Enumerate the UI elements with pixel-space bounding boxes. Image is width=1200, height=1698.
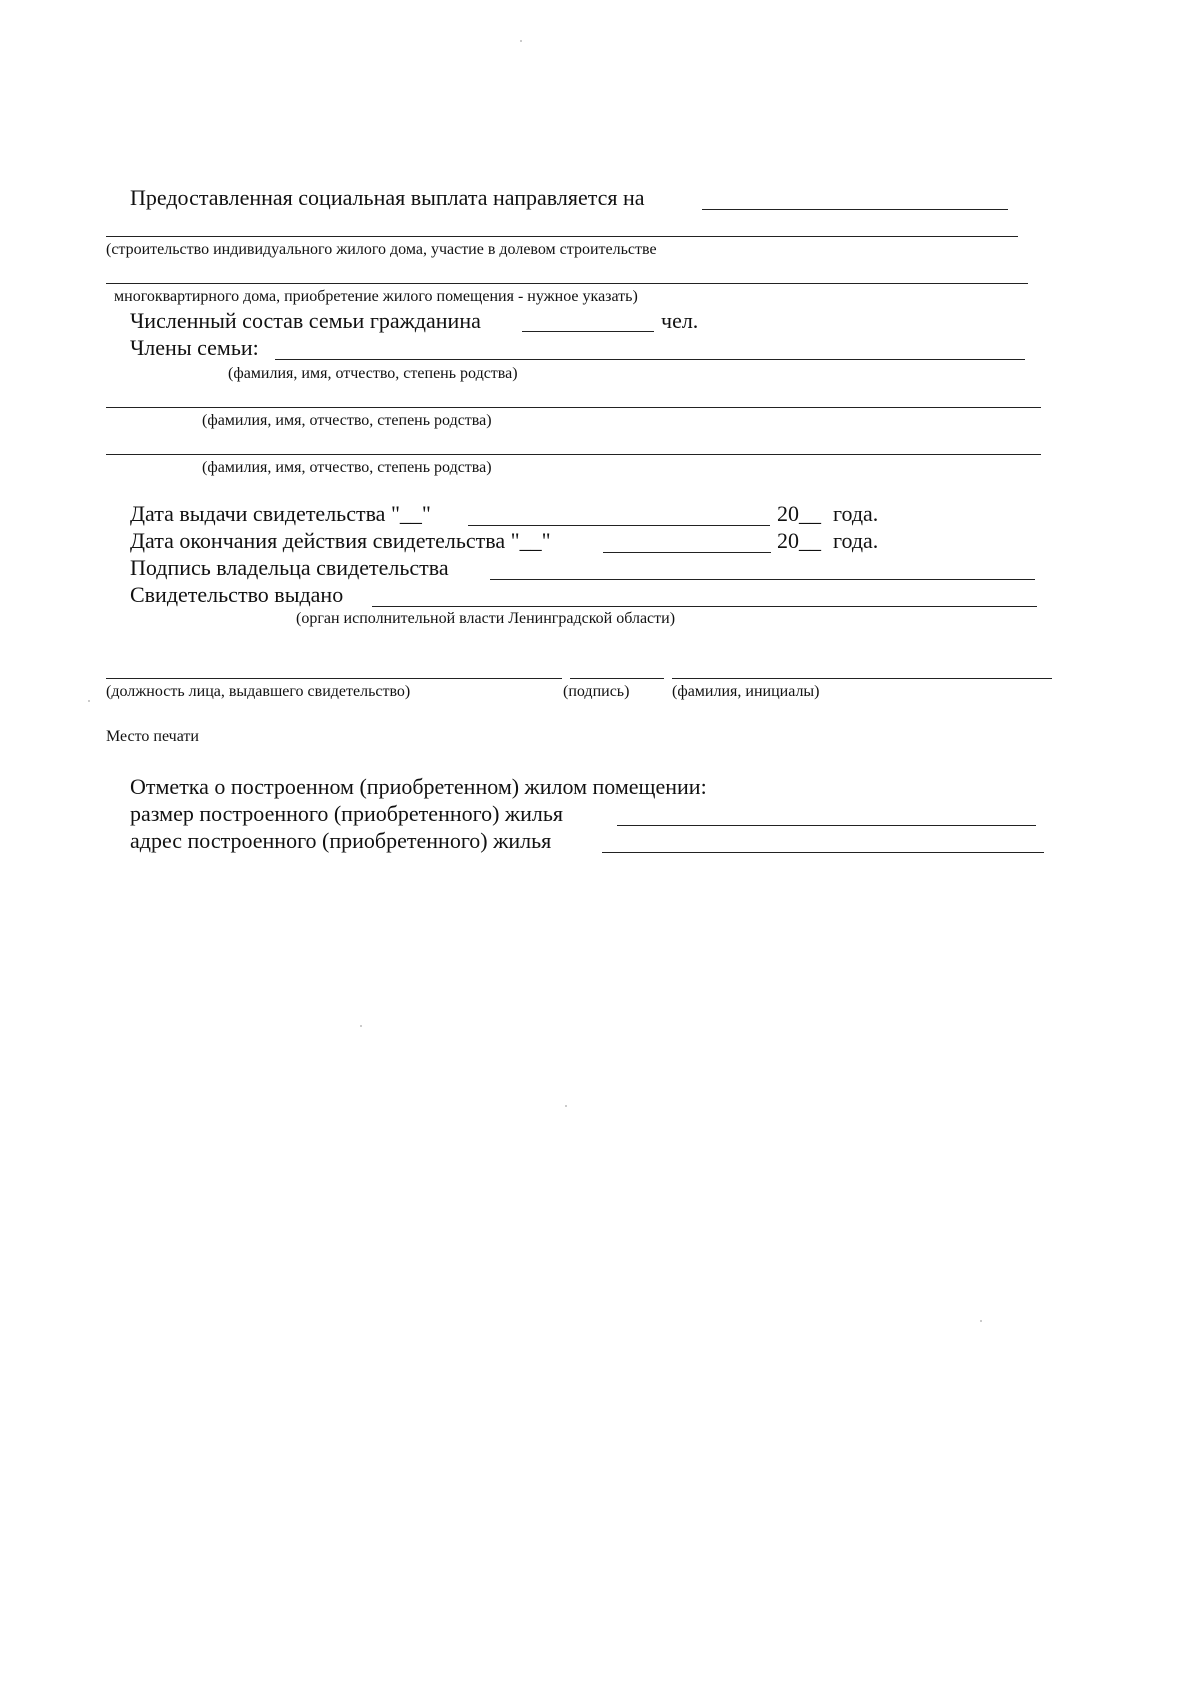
family-member-hint-1: (фамилия, имя, отчество, степень родства) <box>228 365 518 382</box>
issued-by-label: Свидетельство выдано <box>130 582 344 607</box>
issued-by-hint: (орган исполнительной власти Ленинградской области) <box>296 610 676 627</box>
scan-speck <box>980 1320 982 1322</box>
family-member-hint-3: (фамилия, имя, отчество, степень родства) <box>202 459 492 476</box>
payment-direction-label: Предоставленная социальная выплата направляется на <box>130 185 645 210</box>
scan-speck <box>565 1105 567 1107</box>
signature-hint: (подпись) <box>563 683 630 700</box>
family-member-field-3[interactable] <box>106 454 1041 455</box>
issue-year-suffix: года. <box>833 501 879 526</box>
family-members-label: Члены семьи: <box>130 335 259 360</box>
payment-direction-field[interactable] <box>702 209 1008 210</box>
issue-date-label: Дата выдачи свидетельства "__" <box>130 501 431 526</box>
housing-size-label: размер построенного (приобретенного) жилья <box>130 801 564 826</box>
name-initials-hint: (фамилия, инициалы) <box>672 683 820 700</box>
issued-by-field[interactable] <box>372 606 1037 607</box>
family-count-field[interactable] <box>522 331 654 332</box>
housing-address-field[interactable] <box>602 852 1044 853</box>
family-count-unit: чел. <box>661 308 699 333</box>
official-position-field[interactable] <box>106 678 562 679</box>
official-name-field[interactable] <box>672 678 1052 679</box>
payment-direction-field-line-3[interactable] <box>106 283 1028 284</box>
expiry-year-suffix: года. <box>833 528 879 553</box>
scan-speck <box>88 700 90 702</box>
housing-size-field[interactable] <box>617 825 1036 826</box>
payment-direction-field-line-2[interactable] <box>106 236 1018 237</box>
expiry-date-field[interactable] <box>603 552 771 553</box>
family-count-label: Численный состав семьи гражданина <box>130 308 481 333</box>
owner-signature-label: Подпись владельца свидетельства <box>130 555 449 580</box>
issue-date-field[interactable] <box>468 525 770 526</box>
family-member-field-2[interactable] <box>106 407 1041 408</box>
owner-signature-field[interactable] <box>490 579 1035 580</box>
expiry-date-label: Дата окончания действия свидетельства "__" <box>130 528 551 553</box>
official-signature-field[interactable] <box>570 678 664 679</box>
payment-direction-hint-1: (строительство индивидуального жилого дома, участие в долевом строительстве <box>106 241 657 258</box>
official-position-hint: (должность лица, выдавшего свидетельство) <box>106 683 411 700</box>
housing-note-label: Отметка о построенном (приобретенном) жилом помещении: <box>130 774 707 799</box>
expiry-year-prefix: 20__ <box>777 528 821 553</box>
family-member-hint-2: (фамилия, имя, отчество, степень родства) <box>202 412 492 429</box>
seal-place-label: Место печати <box>106 728 199 745</box>
family-member-field-1[interactable] <box>275 359 1025 360</box>
scan-speck <box>360 1025 362 1027</box>
scan-speck <box>520 40 522 42</box>
issue-year-prefix: 20__ <box>777 501 821 526</box>
payment-direction-hint-2: многоквартирного дома, приобретение жилого помещения - нужное указать) <box>114 288 638 305</box>
housing-address-label: адрес построенного (приобретенного) жилья <box>130 828 552 853</box>
